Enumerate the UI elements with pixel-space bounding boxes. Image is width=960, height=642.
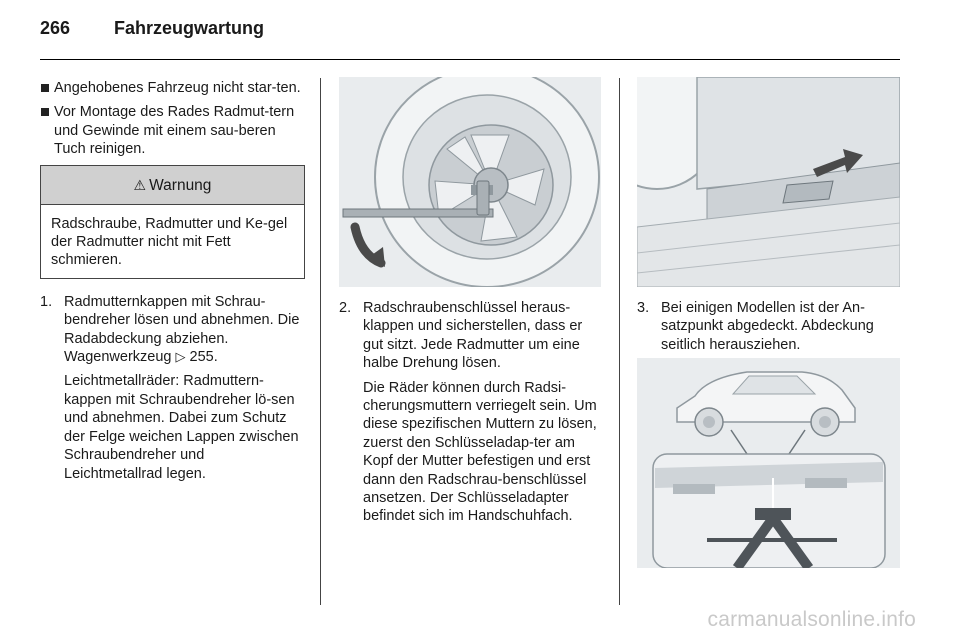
- bullet-square-icon: [41, 108, 49, 116]
- warning-box: [40, 165, 305, 279]
- page-title: Fahrzeugwartung: [114, 18, 265, 38]
- step-2-paragraph: Die Räder können durch Radsi-cherungsmuttern verriegelt sein. Um diese spezifischen Muttern zu lösen, zuerst den Schlüsseladap-ter am Kopf der Mutter befestigen und erst dann den Radschrau-benschlüssel ansetzen. Der Schlüsseladapter befindet sich im Handschuhfach.: [363, 379, 597, 525]
- car-jack-drawing: [637, 358, 900, 568]
- step-text: Bei einigen Modellen ist der An-satzpunkt abgedeckt. Abdeckung seitlich herausziehen.: [661, 300, 874, 353]
- reference-arrow-icon: ▷: [175, 349, 186, 365]
- step-number: 2.: [339, 300, 352, 316]
- warning-title: Warnung: [149, 176, 212, 194]
- bullet-item: Angehobenes Fahrzeug nicht star-ten.: [40, 79, 305, 97]
- bullet-square-icon: [41, 84, 49, 92]
- jacking-point-drawing: [637, 77, 900, 287]
- step-text: Radschraubenschlüssel heraus-klappen und sicherstellen, dass er gut sitzt. Jede Radmutter um eine halbe Drehung lösen.: [363, 300, 583, 372]
- column-divider-1: [320, 78, 321, 605]
- warning-triangle-icon: ⚠: [133, 176, 147, 193]
- column-2: [339, 299, 604, 526]
- warning-text: Radschraube, Radmutter und Ke-gel der Radmutter nicht mit Fett schmieren.: [51, 215, 288, 269]
- car-jack-illustration: [637, 358, 900, 568]
- reference-page-link[interactable]: 255.: [189, 349, 218, 366]
- column-divider-2: [619, 78, 620, 605]
- page-header: [40, 18, 264, 39]
- watermark-text: carmanualsonline.info: [707, 608, 916, 631]
- step-text: Radmutternkappen mit Schrau-bendreher lösen und abnehmen. Die Radabdeckung abziehen. Wagenwerkzeug: [64, 293, 300, 366]
- wheel-wrench-drawing: [339, 77, 601, 287]
- step-number: 3.: [637, 300, 650, 316]
- step-number: 1.: [40, 293, 53, 310]
- page-number: 266: [40, 18, 71, 38]
- step-3: [637, 299, 902, 354]
- column-1: [40, 79, 305, 483]
- bullet-item: Vor Montage des Rades Radmut-tern und Gewinde mit einem sau-beren Tuch reinigen.: [40, 103, 305, 158]
- header-rule: [40, 59, 900, 60]
- step-2: [339, 299, 604, 373]
- step-1-paragraph: Leichtmetallräder: Radmuttern-kappen mit Schraubendreher lö-sen und abnehmen. Dabei zum Schutz der Felge weichen Lappen zwischen Schraubendreher und Leichtmetallrad legen.: [64, 373, 299, 482]
- step-1: [40, 293, 305, 367]
- column-3: [637, 299, 902, 360]
- jacking-point-cover-illustration: [637, 77, 900, 287]
- warning-header: [41, 166, 304, 205]
- wheel-wrench-illustration: [339, 77, 601, 287]
